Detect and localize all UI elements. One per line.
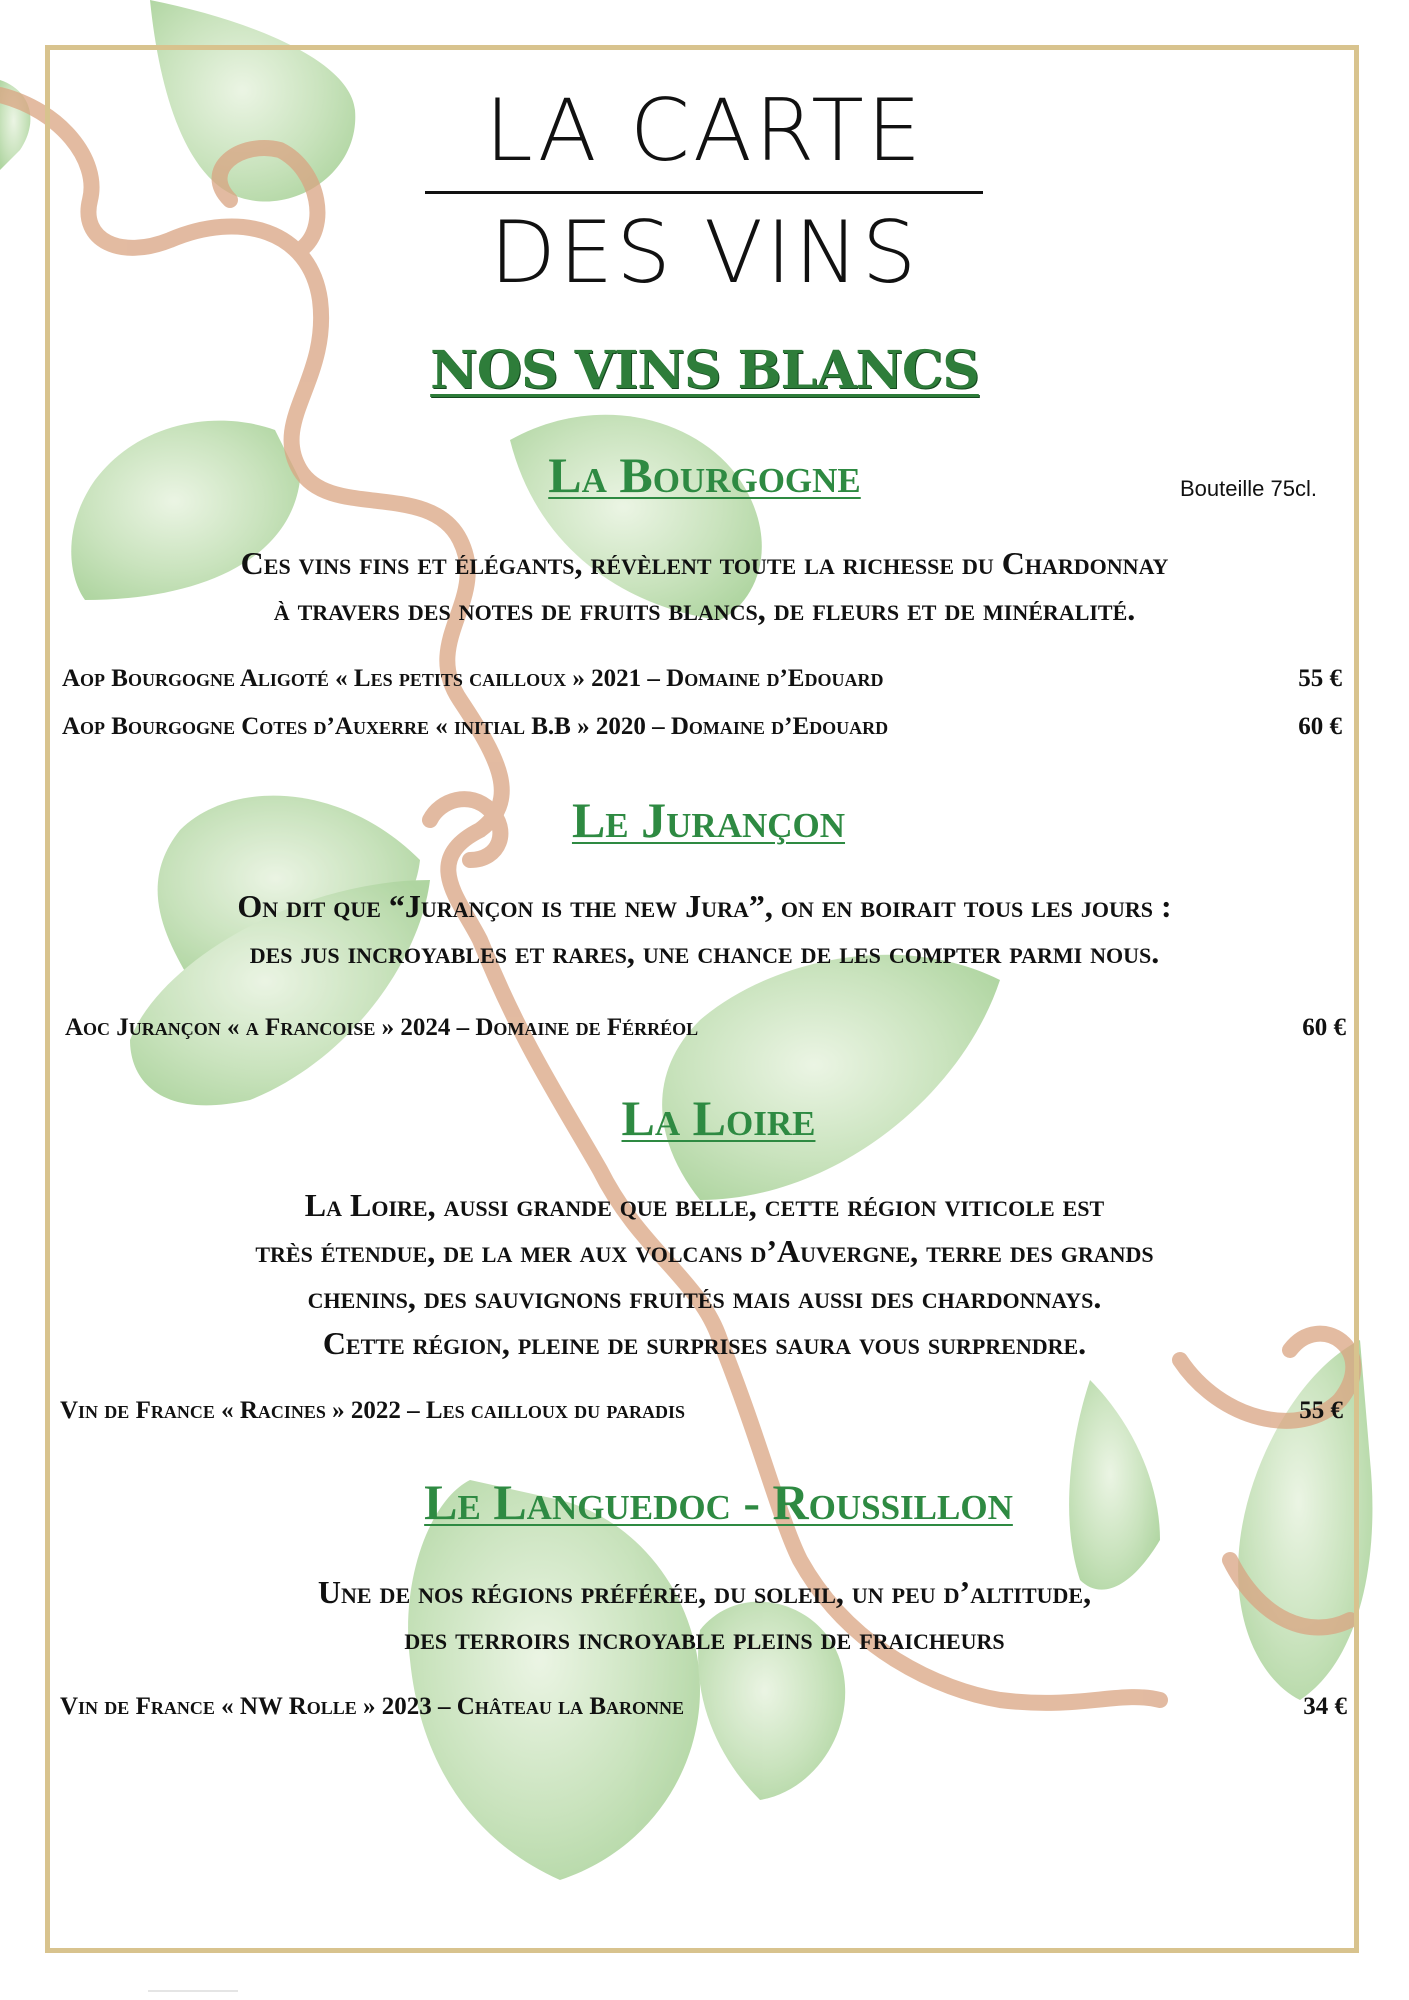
wine-item: Aoc Jurançon « a Francoise » 2024 – Domaine de Férréol [65,1014,699,1041]
title-divider [425,191,983,194]
wine-price: 60 € [1298,713,1342,740]
region-title-jurancon: Le Jurançon [571,792,846,848]
region-title-loire: La Loire [621,1090,816,1146]
wine-price: 55 € [1299,1397,1343,1424]
region-description-bourgogne [0,540,1409,632]
gold-frame [45,45,1359,1953]
description-line: Cette région, pleine de surprises saura vous surprendre. [322,1325,1087,1361]
wine-price: 34 € [1303,1693,1347,1720]
wine-price: 60 € [1302,1014,1346,1041]
description-line: à travers des notes de fruits blancs, de fleurs et de minéralité. [273,591,1136,627]
wine-item: Aop Bourgogne Cotes d’Auxerre « initial B.B » 2020 – Domaine d’Edouard [62,713,889,740]
region-description-jurancon [0,883,1409,975]
wine-item: Vin de France « Racines » 2022 – Les cailloux du paradis [60,1397,686,1424]
description-line: chenins, des sauvignons fruités mais aussi des chardonnays. [307,1279,1102,1315]
description-line: des terroirs incroyable pleins de fraicheurs [404,1620,1005,1656]
region-title-bourgogne: La Bourgogne [548,447,861,503]
wine-item: Vin de France « NW Rolle » 2023 – Château la Baronne [60,1693,685,1720]
bottle-note: Bouteille 75cl. [1180,476,1317,501]
description-line: Ces vins fins et élégants, révèlent toute la richesse du Chardonnay [240,545,1169,581]
wine-item: Aop Bourgogne Aligoté « Les petits cailloux » 2021 – Domaine d’Edouard [62,665,884,692]
description-line: des jus incroyables et rares, une chance de les compter parmi nous. [249,934,1160,970]
region-title-languedoc-roussillon: Le Languedoc - Roussillon [424,1474,1013,1530]
description-line: On dit que “Jurançon is the new Jura”, on en boirait tous les jours : [237,888,1172,924]
footer-mark [148,1990,238,1992]
section-title: NOS VINS BLANCS [430,340,979,401]
region-description-loire [0,1182,1409,1366]
description-line: La Loire, aussi grande que belle, cette région viticole est [304,1187,1105,1223]
title-line-1: LA CARTE [484,81,925,181]
description-line: Une de nos régions préférée, du soleil, un peu d’altitude, [317,1574,1092,1610]
region-description-languedoc-roussillon [0,1569,1409,1661]
title-line-2: DES VINS [489,203,920,303]
wine-price: 55 € [1298,665,1342,692]
description-line: très étendue, de la mer aux volcans d’Auvergne, terre des grands [255,1233,1154,1269]
